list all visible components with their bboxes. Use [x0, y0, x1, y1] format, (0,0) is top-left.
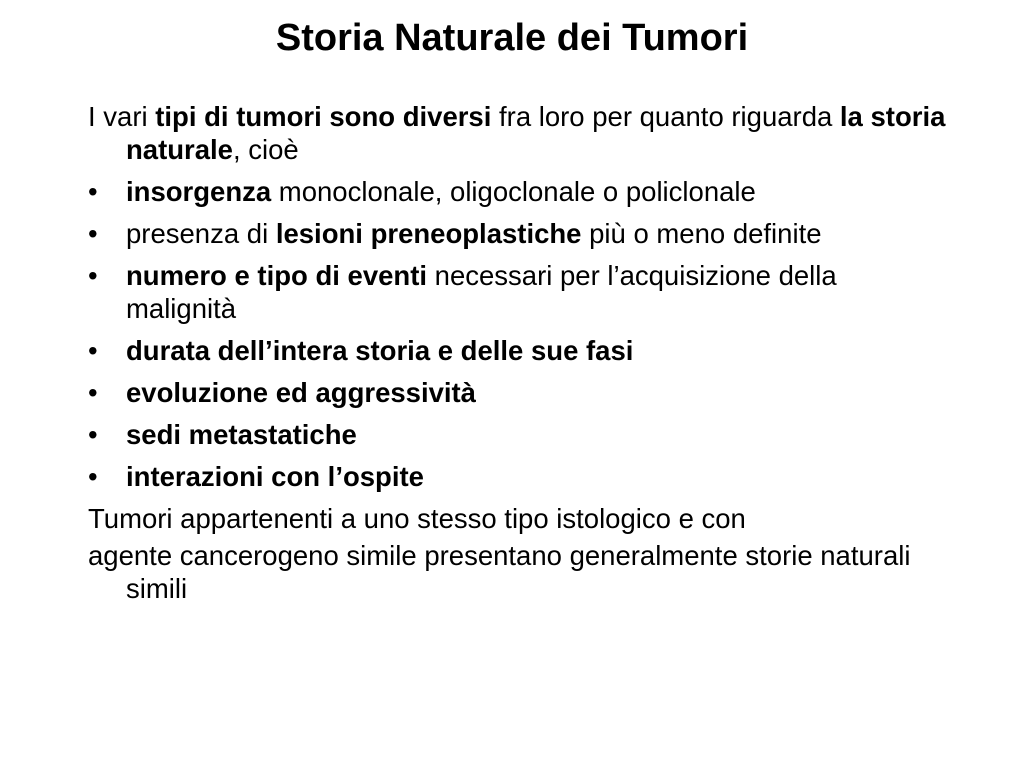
bullet-item: [88, 217, 948, 250]
closing-line-2: agente cancerogeno simile presentano generalmente storie naturali simili: [88, 540, 911, 604]
bullet-item: [88, 175, 948, 208]
intro-text-3: , cioè: [232, 134, 299, 165]
bullet-item: [88, 460, 948, 493]
bullet-pre: presenza di: [126, 218, 276, 249]
bullet-icon: •: [88, 335, 98, 366]
bullet-bold: lesioni preneoplastiche: [275, 218, 582, 249]
intro-paragraph: [88, 100, 948, 166]
bullet-icon: •: [88, 176, 98, 207]
bullet-bold: insorgenza: [126, 176, 272, 207]
slide-body: [88, 100, 948, 614]
bullet-item: [88, 334, 948, 367]
intro-text-2: fra loro per quanto riguarda: [491, 101, 840, 132]
bullet-item: [88, 376, 948, 409]
bullet-icon: •: [88, 218, 98, 249]
bullet-bold: durata dell’intera storia e delle sue fasi: [126, 335, 634, 366]
bullet-bold: numero e tipo di eventi: [126, 260, 428, 291]
bullet-item: [88, 259, 948, 325]
intro-text-1: I vari: [88, 101, 156, 132]
bullet-item: [88, 418, 948, 451]
bullet-bold: sedi metastatiche: [126, 419, 357, 450]
intro-bold-2: la storia naturale: [126, 101, 946, 165]
bullet-icon: •: [88, 377, 98, 408]
closing-line-1: Tumori appartenenti a uno stesso tipo istologico e con: [88, 503, 746, 534]
bullet-text: necessari per l’acquisizione della malignità: [126, 260, 837, 324]
bullet-icon: •: [88, 419, 98, 450]
bullet-text: più o meno definite: [581, 218, 822, 249]
bullet-icon: •: [88, 461, 98, 492]
intro-bold-1: tipi di tumori sono diversi: [155, 101, 492, 132]
bullet-bold: interazioni con l’ospite: [126, 461, 424, 492]
bullet-icon: •: [88, 260, 98, 291]
slide-title: Storia Naturale dei Tumori: [275, 17, 749, 59]
bullet-bold: evoluzione ed aggressività: [126, 377, 476, 408]
bullet-text: monoclonale, oligoclonale o policlonale: [271, 176, 756, 207]
